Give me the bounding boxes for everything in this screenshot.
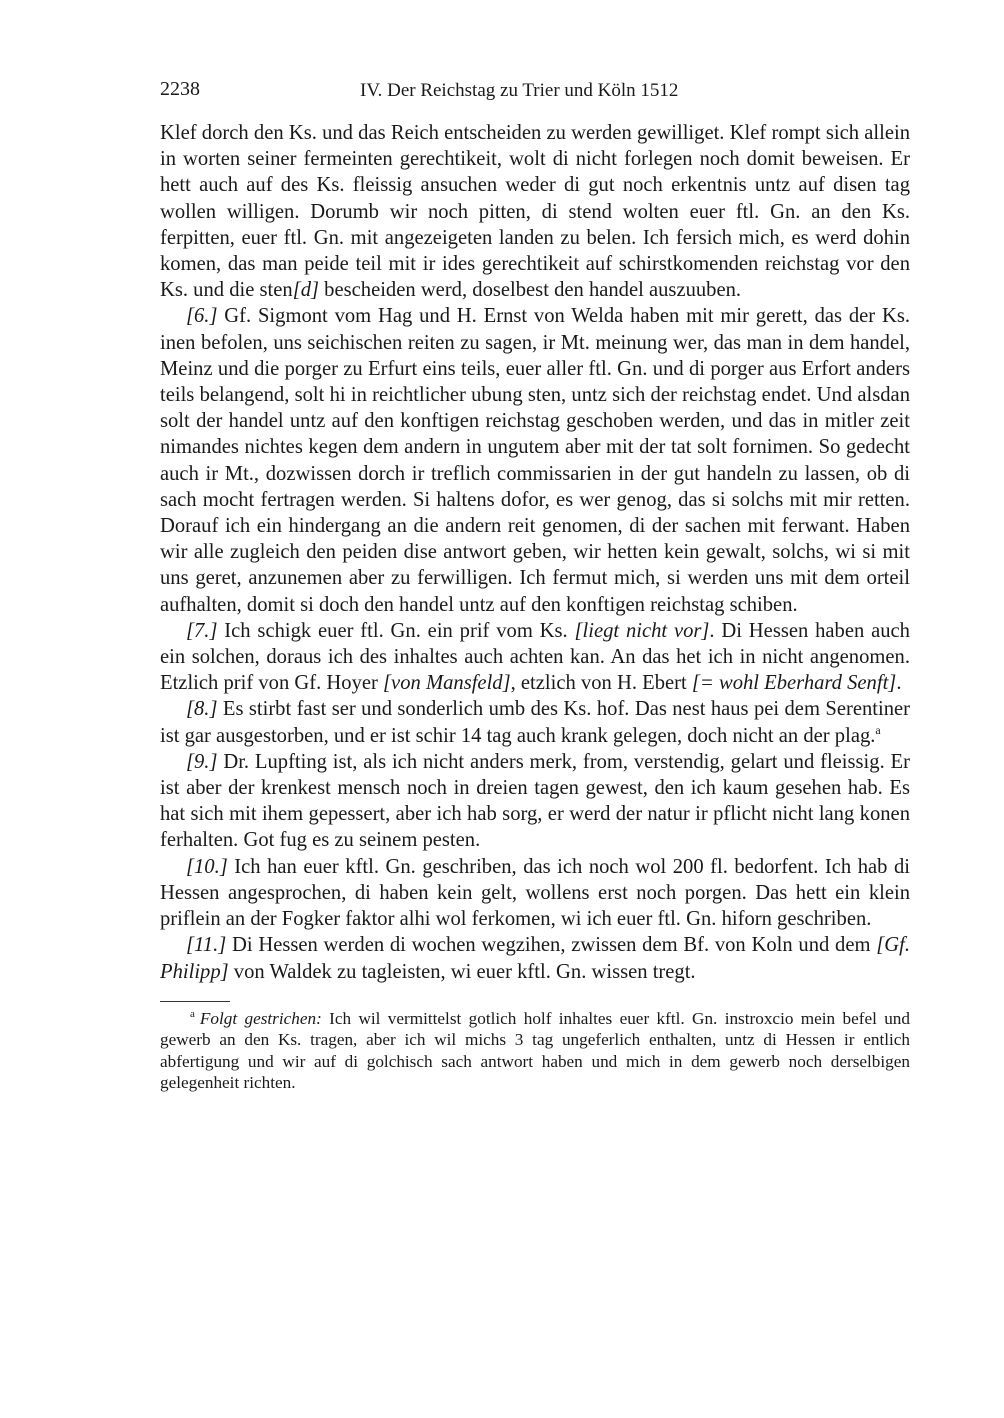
footnote-reference[interactable]: a [875, 722, 881, 737]
page-header [160, 78, 910, 108]
page [160, 78, 910, 1094]
running-head: IV. Der Reichstag zu Trier und Köln 1512 [360, 80, 679, 101]
editorial-insertion: [d] [292, 279, 320, 302]
paragraph-6: [6.] Gf. Sigmont vom Hag und H. Ernst von Welda haben mit mir gerett, das der Ks. inen befolen, uns seichischen reiten zu sagen, ir Mt. meinung wer, das man in dem handel, Meinz und die porger zu Erfurt eins teils, euer aller ftl. Gn. und di porger aus Erfort anders teils belangend, solt hi in reichtlicher ubung sten, untz sich der reichstag endet. Und alsdan solt der handel untz auf den konftigen reichstag geschoben werden, und das in mitler zeit nimandes nichtes kegen dem andern in ungutem aber mit der tat solt fornimen. So gedecht auch ir Mt., dozwissen dorch ir treflich commissarien in der gut handeln zu lassen, ob di sach mocht fertragen werden. Si haltens dofor, es wer genog, das si solchs mit mir retten. Dorauf ich ein hindergang an die andern reit genomen, di der sachen mit ferwant. Haben wir alle zugleich den peiden dise antwort geben, wir hetten kein gewalt, solchs, wi si mit uns geret, anzunemen aber zu ferwilligen. Ich fermut mich, si werden uns mit dem orteil aufhalten, domit si doch den handel untz auf den konftigen reichstag schiben. [160, 305, 910, 616]
editorial-note: [Gf. Philipp] [160, 934, 910, 983]
paragraph-9: [9.] Dr. Lupfting ist, als ich nicht anders merk, from, verstendig, gelart und fleissig. Er ist aber der krenkest mensch noch in dreien tagen gewest, den ich kaum gesehen hab. Es hat sich mit ihem gepessert, aber ich hab sorg, er werd der natur ir pflicht nicht lang konen ferhalten. Got fug es zu seinem pesten. [160, 750, 910, 852]
footnote-label: Folgt gestrichen: [199, 1008, 322, 1028]
footnote-text: Ich wil vermittelst gotlich holf inhaltes euer kftl. Gn. instroxcio mein befel und gewerb an den Ks. tragen, aber ich wil michs 3 tag ungeferlich enthalten, untz di Hessen ir entlich abfertigung und wir auf di golchisch sach antwort haben und mich in dem gewerb noch derselbigen gelegenheit richten. [160, 1008, 910, 1093]
footnote-mark: a [190, 1007, 195, 1020]
paragraph-10: [10.] Ich han euer kftl. Gn. geschriben, das ich noch wol 200 fl. bedorfent. Ich hab di Hessen angesprochen, di haben kein gelt, wollens erst noch porgen. Das hett ein klein priflein an der Fogker faktor alhi wol ferkomen, wi ich euer ftl. Gn. hiforn geschriben. [160, 855, 910, 931]
paragraph-number: [9.] [186, 750, 218, 773]
page-number: 2238 [160, 78, 200, 100]
paragraph-number: [6.] [186, 305, 218, 328]
paragraph-number: [7.] [186, 619, 218, 642]
paragraph-7: [7.] Ich schigk euer ftl. Gn. ein prif vom Ks. [liegt nicht vor]. Di Hessen haben auch ein solchen, doraus ich des inhaltes auch achten kan. An das het ich in nicht angenomen. Etzlich prif von Gf. Hoyer [von Mansfeld], etzlich von H. Ebert [= wohl Eberhard Senft]. [160, 619, 910, 695]
paragraph-8: [8.] Es stirbt fast ser und sonderlich umb des Ks. hof. Das nest haus pei dem Serentiner ist gar ausgestorben, und er ist schir 14 tag auch krank gelegen, doch nicht an der plag.$^a$ [160, 698, 910, 747]
footnote [160, 1008, 910, 1094]
paragraph-11: [11.] Di Hessen werden di wochen wegzihen, zwissen dem Bf. von Koln und dem [Gf. Philipp] von Waldek zu tagleisten, wi euer kftl. Gn. wissen tregt. [160, 934, 910, 983]
paragraph-number: [8.] [186, 698, 218, 721]
paragraph-continued: Klef dorch den Ks. und das Reich entscheiden zu werden gewilliget. Klef rompt sich allein in worten seiner fermeinten gerechtikeit, wolt di nicht forlegen noch domit beweisen. Er hett auch auf des Ks. fleissig ansuchen weder di gut noch erkentnis untz auf disen tag wollen willigen. Dorumb wir noch pitten, di stend wolten euer ftl. Gn. an den Ks. ferpitten, euer ftl. Gn. mit angezeigeten landen zu belen. Ich fersich mich, es werd dohin komen, das man peide teil mit ir ides gerechtikeit auf schirstkomenden reichstag vor den Ks. und die sten[d] bescheiden werd, doselbest den handel auszuuben. [160, 122, 910, 302]
footnote-divider [160, 1001, 230, 1002]
editorial-note: [liegt nicht vor] [574, 619, 710, 642]
main-text [160, 120, 910, 985]
editorial-note: [= wohl Eberhard Senft] [691, 672, 897, 695]
paragraph-number: [10.] [186, 855, 228, 878]
paragraph-number: [11.] [186, 934, 227, 957]
editorial-note: [von Mansfeld] [383, 672, 511, 695]
